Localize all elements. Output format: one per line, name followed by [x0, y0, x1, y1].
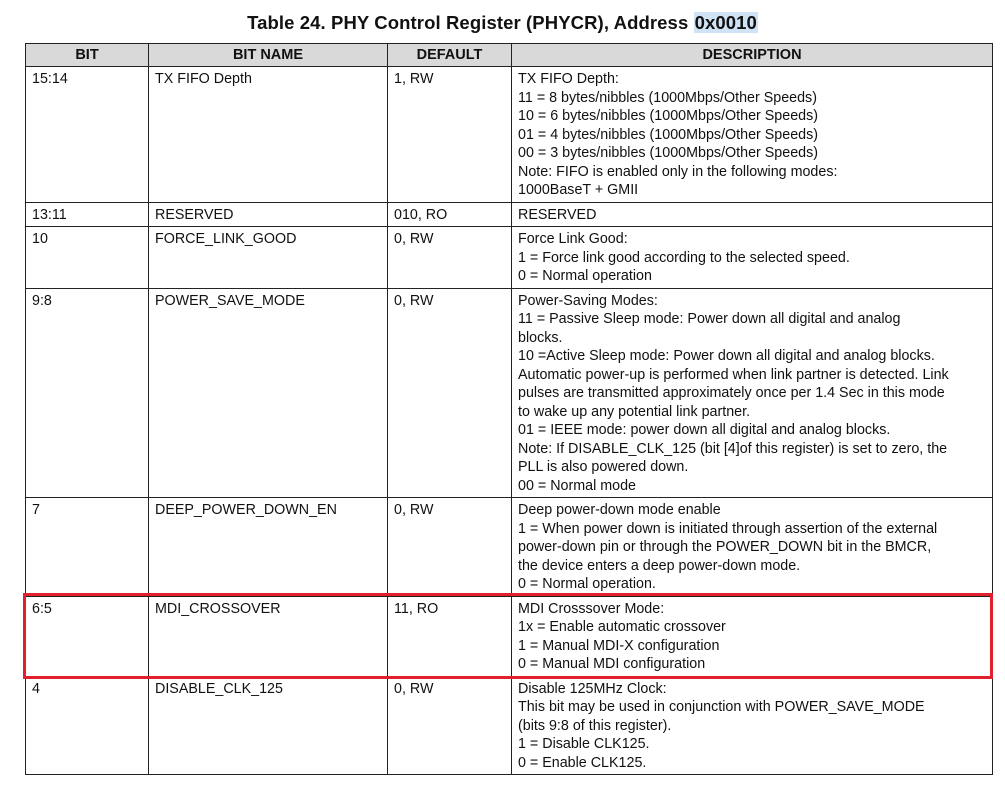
table-row: [26, 67, 993, 203]
description-line: 00 = Normal mode: [518, 477, 637, 494]
cell-bit: 10: [26, 227, 149, 289]
register-table: [25, 43, 993, 775]
description-line: TX FIFO Depth:: [518, 71, 619, 87]
description-line: 01 = IEEE mode: power down all digital and analog blocks.: [518, 422, 891, 438]
description-line: the device enters a deep power-down mode.: [518, 557, 801, 574]
cell-description: [512, 498, 993, 597]
cell-description: [512, 596, 993, 676]
cell-default: 0, RW: [388, 498, 512, 597]
description-line: 0 = Normal operation: [518, 268, 652, 284]
table-row: [26, 202, 993, 227]
description-line: Automatic power-up is performed when link partner is detected. Link: [518, 366, 949, 383]
description-line: to wake up any potential link partner.: [518, 403, 751, 420]
cell-bit: 15:14: [26, 67, 149, 203]
table-header-row: [26, 44, 993, 67]
register-address: 0x0010: [694, 12, 757, 33]
cell-description: [512, 676, 993, 775]
table-row: [26, 288, 993, 498]
description-line: Force Link Good:: [518, 231, 628, 247]
cell-default: 0, RW: [388, 288, 512, 498]
description-line: Note: FIFO is enabled only in the following modes:: [518, 163, 838, 180]
description-line: MDI Crosssover Mode:: [518, 600, 665, 617]
table-title-prefix: Table 24. PHY Control Register (PHYCR), Address: [247, 12, 694, 33]
description-line: 1 = Disable CLK125.: [518, 736, 650, 752]
description-line: This bit may be used in conjunction with POWER_SAVE_MODE: [518, 699, 925, 715]
table-row: [26, 676, 993, 775]
cell-bit-name: POWER_SAVE_MODE: [149, 288, 388, 498]
cell-description: [512, 288, 993, 498]
description-line: blocks.: [518, 329, 563, 346]
description-line: 0 = Manual MDI configuration: [518, 656, 706, 672]
cell-default: 0, RW: [388, 676, 512, 775]
cell-bit: 7: [26, 498, 149, 597]
cell-description: [512, 67, 993, 203]
table-row: [26, 596, 993, 676]
description-line: 10 =Active Sleep mode: Power down all digital and analog blocks.: [518, 348, 935, 364]
cell-description: [512, 202, 993, 227]
description-line: 0 = Normal operation.: [518, 576, 656, 592]
column-header-default: DEFAULT: [388, 44, 512, 67]
description-line: 1x = Enable automatic crossover: [518, 619, 726, 635]
cell-description: [512, 227, 993, 289]
description-line: pulses are transmitted approximately once per 1.4 Sec in this mode: [518, 385, 945, 401]
description-line: 10 = 6 bytes/nibbles (1000Mbps/Other Speeds): [518, 108, 819, 124]
cell-bit-name: FORCE_LINK_GOOD: [149, 227, 388, 289]
table-title: [0, 12, 1005, 34]
table-row: [26, 227, 993, 289]
description-line: 1 = When power down is initiated through assertion of the external: [518, 520, 938, 537]
cell-bit: 4: [26, 676, 149, 775]
cell-bit: 6:5: [26, 596, 149, 676]
description-line: 00 = 3 bytes/nibbles (1000Mbps/Other Speeds): [518, 145, 819, 161]
cell-bit-name: TX FIFO Depth: [149, 67, 388, 203]
cell-default: 1, RW: [388, 67, 512, 203]
table-row: [26, 498, 993, 597]
column-header-bit-name: BIT NAME: [149, 44, 388, 67]
description-line: PLL is also powered down.: [518, 459, 689, 475]
cell-bit-name: MDI_CROSSOVER: [149, 596, 388, 676]
table-body: [26, 67, 993, 775]
description-line: 1000BaseT + GMII: [518, 182, 639, 198]
description-line: RESERVED: [518, 206, 597, 223]
cell-bit-name: DISABLE_CLK_125: [149, 676, 388, 775]
description-line: 11 = 8 bytes/nibbles (1000Mbps/Other Speeds): [518, 89, 817, 106]
description-line: 1 = Manual MDI-X configuration: [518, 637, 720, 654]
description-line: Deep power-down mode enable: [518, 502, 721, 518]
cell-default: 11, RO: [388, 596, 512, 676]
column-header-description: DESCRIPTION: [512, 44, 993, 67]
description-line: 11 = Passive Sleep mode: Power down all digital and analog: [518, 311, 901, 327]
description-line: Power-Saving Modes:: [518, 292, 658, 309]
cell-default: 010, RO: [388, 202, 512, 227]
cell-bit-name: RESERVED: [149, 202, 388, 227]
cell-bit-name: DEEP_POWER_DOWN_EN: [149, 498, 388, 597]
description-line: Disable 125MHz Clock:: [518, 680, 667, 697]
description-line: 1 = Force link good according to the selected speed.: [518, 249, 850, 266]
column-header-bit: BIT: [26, 44, 149, 67]
description-line: Note: If DISABLE_CLK_125 (bit [4]of this register) is set to zero, the: [518, 440, 948, 457]
description-line: 0 = Enable CLK125.: [518, 754, 647, 771]
description-line: (bits 9:8 of this register).: [518, 717, 672, 734]
cell-bit: 9:8: [26, 288, 149, 498]
cell-default: 0, RW: [388, 227, 512, 289]
description-line: 01 = 4 bytes/nibbles (1000Mbps/Other Speeds): [518, 126, 819, 143]
cell-bit: 13:11: [26, 202, 149, 227]
description-line: power-down pin or through the POWER_DOWN bit in the BMCR,: [518, 539, 932, 555]
